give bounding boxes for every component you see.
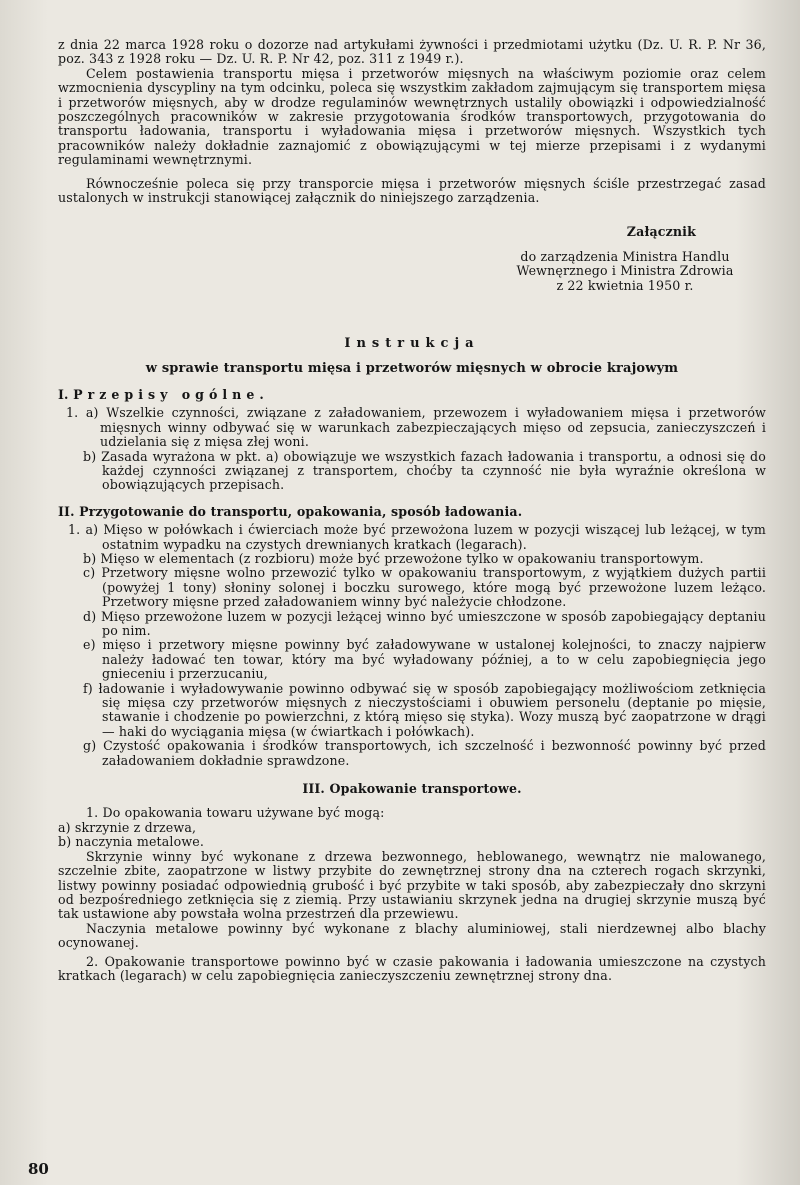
attachment-title: Załącznik <box>626 224 696 240</box>
section-3-item-a: a) skrzynie z drzewa, <box>58 819 197 835</box>
attachment-line-3: z 22 kwietnia 1950 r. <box>556 277 694 293</box>
section-1-number: I. <box>58 386 69 402</box>
section-2-item-c: c) Przetwory mięsne wolno przewozić tylko w opakowaniu transportowym, z wyjątkiem dużych partii (powyżej 1 tony) słoniny solonej i boczku surowego, które mogą być przewożone luzem leżąco. Przetwory mięsne przed załadowaniem winny być należycie chłodzone. <box>83 565 766 610</box>
section-1-heading <box>58 388 766 402</box>
intro-paragraph-2: Celem postawienia transportu mięsa i przetworów mięsnych na właściwym poziomie oraz celem wzmocnienia dyscypliny na tym odcinku, poleca się wszystkim zakładom zajmującym się transportem mięsa i przetworów mięsnych, aby w drodze regulaminów wewnętrznych ustalily obowiązki i odpowiedzialność poszczególnych pracowników w zakresie przygotowania środków transportowych, przygotowania do transportu ładowania, transportu i wyładowania mięsa i przetworów mięsnych. Wszystkich tych pracowników należy dokładnie zaznajomić z obowiązującymi w tej mierze przepisami i z wydanymi regulaminami wewnętrznymi. <box>58 65 766 168</box>
instruction-subtitle: w sprawie transportu mięsa i przetworów mięsnych w obrocie krajowym <box>145 360 679 376</box>
attachment-block <box>486 250 764 293</box>
section-2-item-g: g) Czystość opakowania i środków transportowych, ich szczelność i bezwonność powinny być przed załadowaniem dokładnie sprawdzone. <box>83 738 766 768</box>
intro-paragraph-3: Równocześnie poleca się przy transporcie mięsa i przetworów mięsnych ściśle przestrzegać zasad ustalonych w instrukcji stanowiącej załącznik do niniejszego zarządzenia. <box>58 175 766 206</box>
section-2-item-a: 1. a) Mięso w połówkach i ćwierciach może być przewożona luzem w pozycji wiszącej lub leżącej, w tym ostatnim wypadku na czystych drewnianych kratkach (legarach). <box>68 522 766 552</box>
page-number: 80 <box>28 1160 49 1178</box>
section-2-item-b: b) Mięso w elementach (z rozbioru) może być przewożone tylko w opakowaniu transportowym. <box>83 550 704 566</box>
instruction-title: Instrukcja <box>344 336 480 352</box>
section-3-paragraph-1: 1. Do opakowania towaru używane być mogą: <box>86 805 385 821</box>
text-column <box>58 38 766 983</box>
section-3-heading: III. Opakowanie transportowe. <box>302 781 522 797</box>
attachment-line-2: Wewnęrznego i Ministra Zdrowia <box>516 263 734 279</box>
section-1-title: Przepisy ogólne. <box>73 386 269 402</box>
section-1-item-b: b) Zasada wyrażona w pkt. a) obowiązuje we wszystkich fazach ładowania i transportu, a odnosi się do każdej czynności związanej z transportem, choćby ta czynność nie była wyraźnie określona w obowiązujących przepisach. <box>83 448 766 493</box>
section-2-item-e: e) mięso i przetwory mięsne powinny być załadowywane w ustalonej kolejności, to znaczy najpierw należy ładować ten towar, który ma być wyładowany później, a to w celu zapobiegnięcia jego gnieceniu i przerzucaniu, <box>83 637 766 682</box>
section-2-item-f: f) ładowanie i wyładowywanie powinno odbywać się w sposób zapobiegający możliwościom zetknięcia się mięsa czy przetworów mięsnych z nieczystościami i obuwiem personelu (deptanie po mięsie, stawanie i chodzenie po powierzchni, z którą mięso się styka). Wozy muszą być zaopatrzone w drągi — haki do wyciągania mięsa (w ćwiartkach i połówkach). <box>83 680 766 739</box>
section-2-heading: II. Przygotowanie do transportu, opakowania, sposób ładowania. <box>58 503 523 519</box>
section-3-paragraph-4: 2. Opakowanie transportowe powinno być w czasie pakowania i ładowania umieszczone na czystych kratkach (legarach) w celu zapobiegnięcia zanieczyszczeniu zewnętrznej strony dna. <box>58 953 766 983</box>
section-3-paragraph-2: Skrzynie winny być wykonane z drzewa bezwonnego, heblowanego, wewnątrz nie malowanego, szczelnie zbite, zaopatrzone w listwy przybite do zewnętrznej strony dna na czterech rogach skrzynki, listwy powinny posiadać odpowiednią grubość i być przybite w taki sposób, aby zabezpieczały dno skrzyni od bezpośredniego zetknięcia się z ziemią. Przy ustawianiu skrzynek jedna na drugiej skrzynie muszą być tak ustawione aby powstała wolna przestrzeń dla przewiewu. <box>58 848 766 922</box>
attachment-line-1: do zarządzenia Ministra Handlu <box>520 248 730 264</box>
section-3-item-b: b) naczynia metalowe. <box>58 834 205 850</box>
section-3-paragraph-3: Naczynia metalowe powinny być wykonane z blachy aluminiowej, stali nierdzewnej albo blachy ocynowanej. <box>58 920 766 951</box>
intro-paragraph-1: z dnia 22 marca 1928 roku o dozorze nad artykułami żywności i przedmiotami użytku (Dz. U. R. P. Nr 36, poz. 343 z 1928 roku — Dz. U. R. P. Nr 42, poz. 311 z 1949 r.). <box>58 37 766 67</box>
section-1-item-a: 1. a) Wszelkie czynności, związane z załadowaniem, przewozem i wyładowaniem mięsa i przetworów mięsnych winny odbywać się w warunkach zabezpieczających mięso od zepsucia, zanieczyszczeń i udzielania się z mięsa złej woni. <box>66 405 766 450</box>
section-2-item-d: d) Mięso przewożone luzem w pozycji leżącej winno być umieszczone w sposób zapobiegający deptaniu po nim. <box>83 608 766 638</box>
